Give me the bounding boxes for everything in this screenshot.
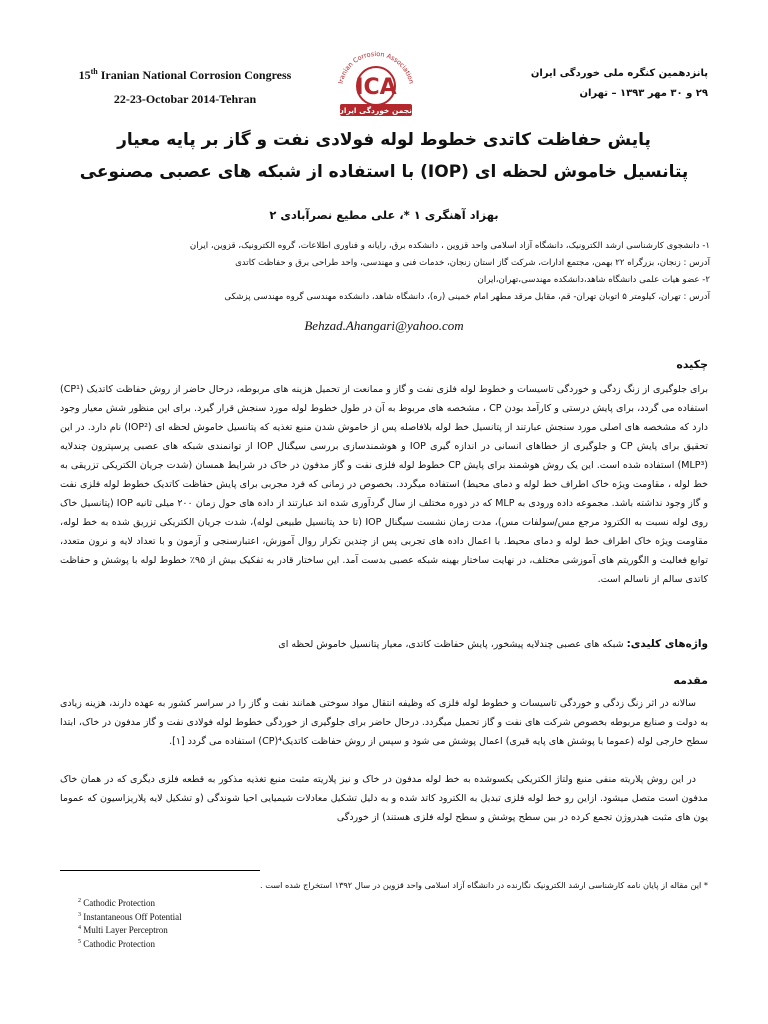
authors: بهزاد آهنگری ۱ *، علی مطیع نصرآبادی ۲: [269, 208, 499, 222]
author-email: Behzad.Ahangari@yahoo.com: [304, 318, 464, 333]
congress-name-fa: پانزدهمین کنگره ملی خوردگی ایران: [530, 68, 708, 79]
keywords-text: شبکه های عصبی چندلایه پیشخور، پایش حفاظت کاتدی، معیار پتانسیل خاموش لحظه ای: [278, 639, 627, 650]
keywords-label: واژه‌های کلیدی:: [626, 638, 708, 650]
intro-paragraph-2: در این روش پلاریته منفی منبع ولتاژ الکتریکی یکسوشده به خط لوله مدفون در خاک و نیز پلاریته مثبت منبع تغذیه مذکور به قطعه فلزی دیگری که در همان خاک مدفون است متصل میشود. ازاین رو خط لوله فلزی تبدیل به الکترود کاتد شده و به دلیل تشکیل معادلات شیمیایی احیا شوندگی (و تشکیل لایه پلاریزاسیون که عموما یون های مثبت هیدروژن تجمع کرده در بین سطح پوشش و سطح لوله فلزی هستند) از خوردگی: [60, 774, 708, 823]
footnote-item: $^4$ Multi Layer Perceptron: [78, 925, 168, 935]
intro-paragraph-1: سالانه در اثر زنگ زدگی و خوردگی تاسیسات و خطوط لوله فلزی که وظیفه انتقال مواد سوختی همانند نفت و گاز را در سراسر کشور به عهده دارند، هزینه زیادی به دولت و صنایع مربوطه بخصوص شرکت های نفت و گاز تحمیل میگردد. درحال حاضر برای جلوگیری از خوردگی خطوط لوله فولادی نفت و گاز مدفون در خاک، ابتدا سطح خارجی لوله (عموما با پوشش های پایه قیری) اعمال پوشش می شود و سپس از روش حفاظت کاتدیک⁴(CP) استفاده می گردد [۱].: [60, 698, 708, 747]
footnote-fa: * این مقاله از پایان نامه کارشناسی ارشد الکترونیک نگارنده در دانشگاه آزاد اسلامی واحد قزوین در سال ۱۳۹۲ استخراج شده است .: [259, 880, 708, 890]
footnote-item: $^2$ Cathodic Protection: [78, 898, 155, 908]
congress-header-fa: [498, 64, 708, 104]
paper-title: [60, 124, 708, 188]
title-line-2: پتانسیل خاموش لحظه ای (IOP) با استفاده از شبکه های عصبی مصنوعی: [79, 162, 689, 182]
title-line-1: پایش حفاظت کاتدی خطوط لوله فولادی نفت و گاز بر پایه معیار: [117, 130, 651, 150]
congress-date-en: 22-23-Octobar 2014-Tehran: [113, 92, 257, 106]
logo-fa-text: انجمن خوردگی ایران: [337, 106, 415, 115]
footnote-rule: [60, 870, 260, 871]
affiliation-line: آدرس : تهران، کیلومتر ۵ اتوبان تهران- قم، مقابل مرقد مطهر امام خمینی (ره)، دانشگاه شاهد، دانشکده مهندسی گروه مهندسی پزشکی: [224, 292, 710, 302]
ica-logo: [332, 46, 420, 118]
logo-arc-text: Iranian Corrosion Association: [336, 49, 416, 85]
affiliation-line: ۱- دانشجوی کارشناسی ارشد الکترونیک، دانشگاه آزاد اسلامی واحد قزوین ، دانشکده برق، رایانه و فناوری اطلاعات، گروه الکترونیک، قزوین، ایران: [189, 241, 710, 251]
congress-header-en: [60, 60, 310, 111]
congress-name-en: 15th Iranian National Corrosion Congress: [78, 67, 292, 82]
intro-heading: مقدمه: [673, 674, 708, 687]
affiliation-line: آدرس : زنجان، بزرگراه ۲۲ بهمن، مجتمع ادارات، شرکت گاز استان زنجان، خدمات فنی و مهندسی، واحد طراحی برق و حفاظت کاتدی: [235, 258, 710, 268]
logo-letters: ICA: [355, 75, 397, 100]
footnote-item: $^3$ Instantaneous Off Potential: [78, 911, 182, 922]
affiliation-line: ۲- عضو هیات علمی دانشگاه شاهد،دانشکده مهندسی،تهران،ایران: [477, 275, 710, 285]
footnote-item: $^5$ Cathodic Protection: [78, 938, 155, 949]
affiliations: [50, 238, 710, 306]
congress-date-fa: ۲۹ و ۳۰ مهر ۱۳۹۳ – تهران: [579, 88, 708, 99]
abstract-body: برای جلوگیری از زنگ زدگی و خوردگی تاسیسات و خطوط لوله فلزی نفت و گاز و ممانعت از تحمیل هزینه های مربوطه، درحال حاضر از روش حفاظت کاتدیک (CP¹) استفاده می گردد، برای پایش درستی و کارآمد بودن CP ، مشخصه های مربوط به آن در طول خطوط لوله مورد سنجش قرار گیرد. برای این منظور شش معیار وجود دارد که مشخصه های اصلی مورد سنجش عبارتند از پتانسیل خط لوله بلافاصله پس از خاموش شدن منبع تغذیه که پتانسیل خاموش لحظه ای (IOP²) نام دارد. در این تحقیق برای پایش CP و جلوگیری از خطاهای انسانی در اندازه گیری IOP و هوشمندسازی بررسی سیگنال IOP از توانمندی شبکه های عصبی پرسپترون چندلایه (MLP³) استفاده شده است. این یک روش هوشمند برای پایش CP خطوط لوله فلزی نفت و گاز مدفون در خاک در شرایط همسان (شدت جریان الکتریکی تزریقی به خط لوله ، مقاومت ویژه خاک اطراف خط لوله و دمای محیط) استفاده میگردد. بخصوص در زمانی که فرد مجربی برای پایش حفاظت کاتدیک خطوط لوله فلزی نفت و گاز وجود نداشته باشد. مجموعه داده ورودی به MLP که در دوره مختلف از سال گردآوری شده اند عبارتند از داده های حول زمان ۲۰۰ میلی ثانیه IOP (پتانسیل خاک روی لوله نسبت به الکترود مرجع مس/سولفات مس)، مدت زمان نشست سیگنال IOP (تا حد پتانسیل طبیعی لوله)، شدت جریان الکتریکی تزریق شده به خط لوله، مقاومت ویژه خاک اطراف خط لوله و دمای محیط. با اعمال داده های تجربی پس از چندین تکرار روال آموزش، اعتبارسنجی و آزمون و با تعداد لایه و نرون متعدد، توابع فعالیت و الگوریتم های آموزشی مختلف، در نهایت ساختار بهینه شبکه عصبی بدست آمد. این ساختار قادر به تفکیک بیش از ۹۵٪ خطوط لوله با پوشش و حفاظت کاتدی سالم از ناسالم است.: [60, 384, 709, 585]
footnotes-en: [78, 896, 182, 950]
keywords: [60, 638, 708, 650]
abstract-heading: چکیده: [676, 358, 708, 371]
